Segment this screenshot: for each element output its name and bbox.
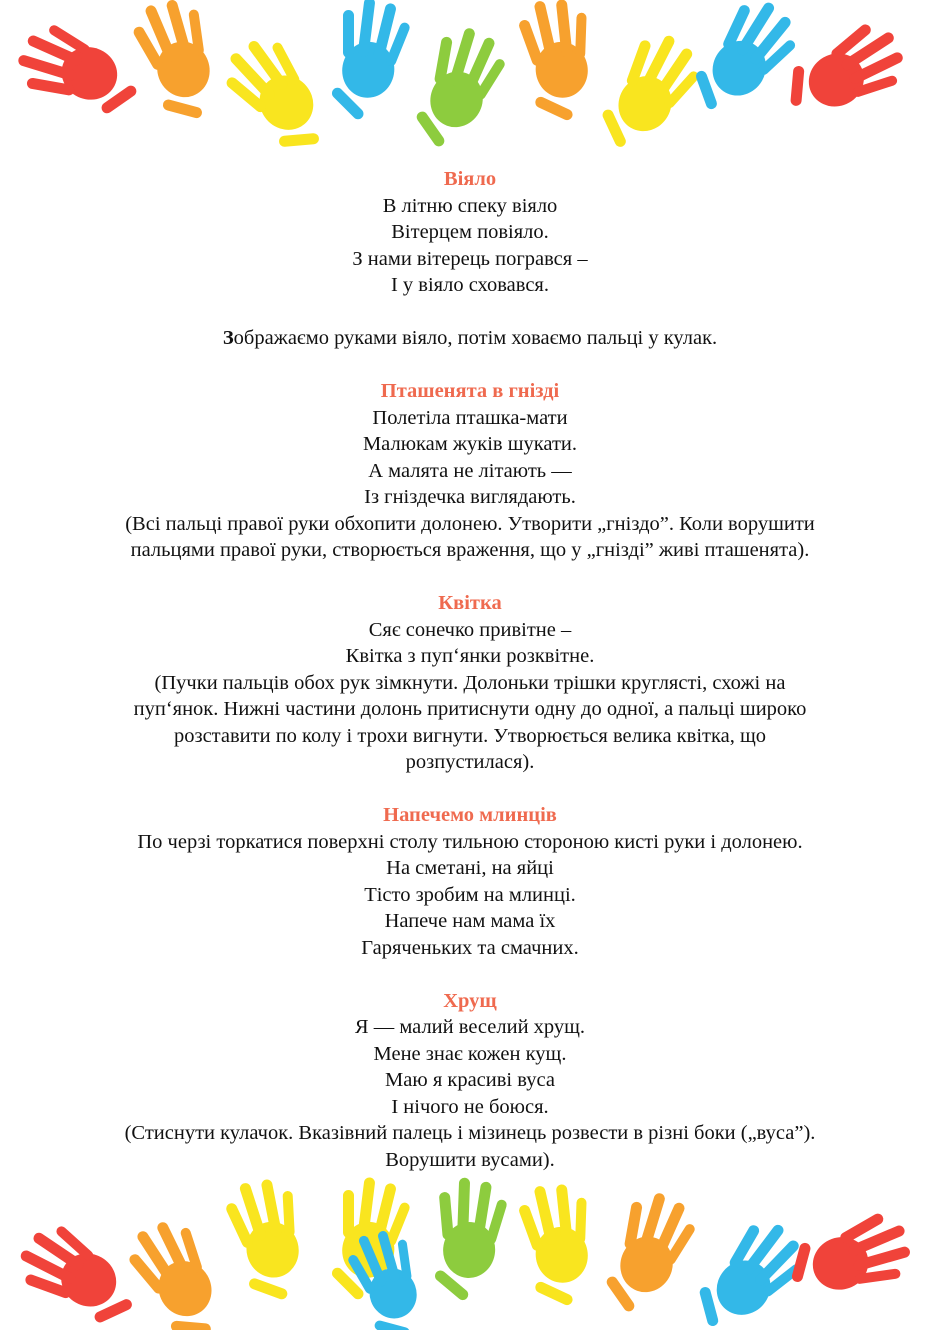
handprint-icon — [680, 0, 808, 131]
verse-line: Полетіла пташка-мати — [372, 406, 568, 429]
section-viyalo — [40, 166, 900, 352]
verse-line: Напече нам мама їх — [384, 910, 556, 932]
handprint-icon — [119, 1209, 242, 1330]
verse-line: Я — малий веселий хрущ. — [354, 1016, 586, 1038]
verse-line: В літню спеку віяло — [382, 194, 558, 217]
verse-line: Малюкам жуків шукати. — [362, 433, 578, 455]
bottom-handprint-border — [0, 1170, 940, 1330]
instruction-line: (Пучки пальців обох рук зімкнути. Долоньки трішки круглясті, схожі на — [154, 671, 786, 694]
handprint-icon — [126, 0, 234, 131]
verse-line: Вітерцем повіяло. — [391, 221, 549, 243]
section-khrushch — [40, 988, 900, 1174]
verse-line: Із гніздечка виглядають. — [364, 486, 576, 508]
instruction-text: ображаємо руками віяло, потім ховаємо пальці у кулак. — [233, 327, 718, 349]
handprint-icon — [220, 1171, 320, 1309]
instruction-line — [40, 325, 900, 352]
instruction-line: пальцями правої руки, створюється враження, що у „гнізді” живі пташенята). — [130, 539, 810, 561]
verse-line: Сяє сонечко привітне – — [368, 618, 572, 641]
handprint-icon — [10, 17, 151, 125]
top-handprint-border — [0, 0, 940, 160]
verse-line: Тісто зробим на млинці. — [364, 883, 576, 906]
section-ptashenyata — [40, 378, 900, 564]
document-body — [40, 166, 900, 1173]
handprint-icon — [213, 26, 346, 160]
verse-line: А малята не літають — — [368, 459, 572, 482]
handprint-icon — [779, 1206, 920, 1314]
instruction-lead-letter: З — [222, 327, 234, 349]
section-mlyntsi — [40, 802, 900, 961]
handprint-icon — [595, 1185, 703, 1326]
instruction-line: Ворушити вусами). — [385, 1148, 555, 1171]
verse-line: Маю я красиві вуса — [385, 1069, 555, 1091]
verse-line: З нами вітерець погрався – — [352, 247, 588, 270]
section-title: Пташенята в гнізді — [380, 380, 560, 402]
verse-line: І у віяло сховався. — [390, 274, 549, 296]
instruction-line: (Стиснути кулачок. Вказівний палець і мізинець розвести в різні боки („вуса”). — [124, 1122, 816, 1144]
handprint-icon — [324, 0, 414, 128]
verse-line: На сметані, на яйці — [386, 857, 554, 879]
section-title: Квітка — [438, 592, 502, 614]
handprint-icon — [429, 1175, 509, 1305]
handprint-icon — [405, 20, 513, 160]
handprint-icon — [515, 1178, 605, 1313]
section-title: Напечемо млинців — [383, 804, 557, 826]
section-title: Хрущ — [443, 989, 497, 1012]
instruction-line: розпустилася). — [405, 751, 535, 773]
handprint-icon — [515, 0, 605, 128]
instruction-line: пуп‘янок. Нижні частини долонь притиснути одну до одної, а пальці широко — [133, 698, 807, 720]
handprint-icon — [9, 1214, 152, 1330]
verse-line: Квітка з пуп‘янки розквітне. — [345, 645, 595, 667]
verse-line: І нічого не боюся. — [391, 1095, 549, 1118]
instruction-line: розставити по колу і трохи вигнути. Утворюється велика квітка, що — [173, 724, 767, 747]
handprint-icon — [773, 14, 916, 137]
verse-line: Гаряченьких та смачних. — [361, 936, 579, 959]
instruction-line: По черзі торкатися поверхні столу тильною стороною кисті руки і долонею. — [137, 830, 803, 853]
section-kvitka — [40, 590, 900, 776]
verse-line: Мене знає кожен кущ. — [373, 1042, 567, 1065]
section-title: Віяло — [443, 168, 497, 190]
instruction-line: (Всі пальці правої руки обхопити долонею. Утворити „гніздо”. Коли ворушити — [125, 512, 815, 535]
handprint-icon — [588, 24, 711, 160]
